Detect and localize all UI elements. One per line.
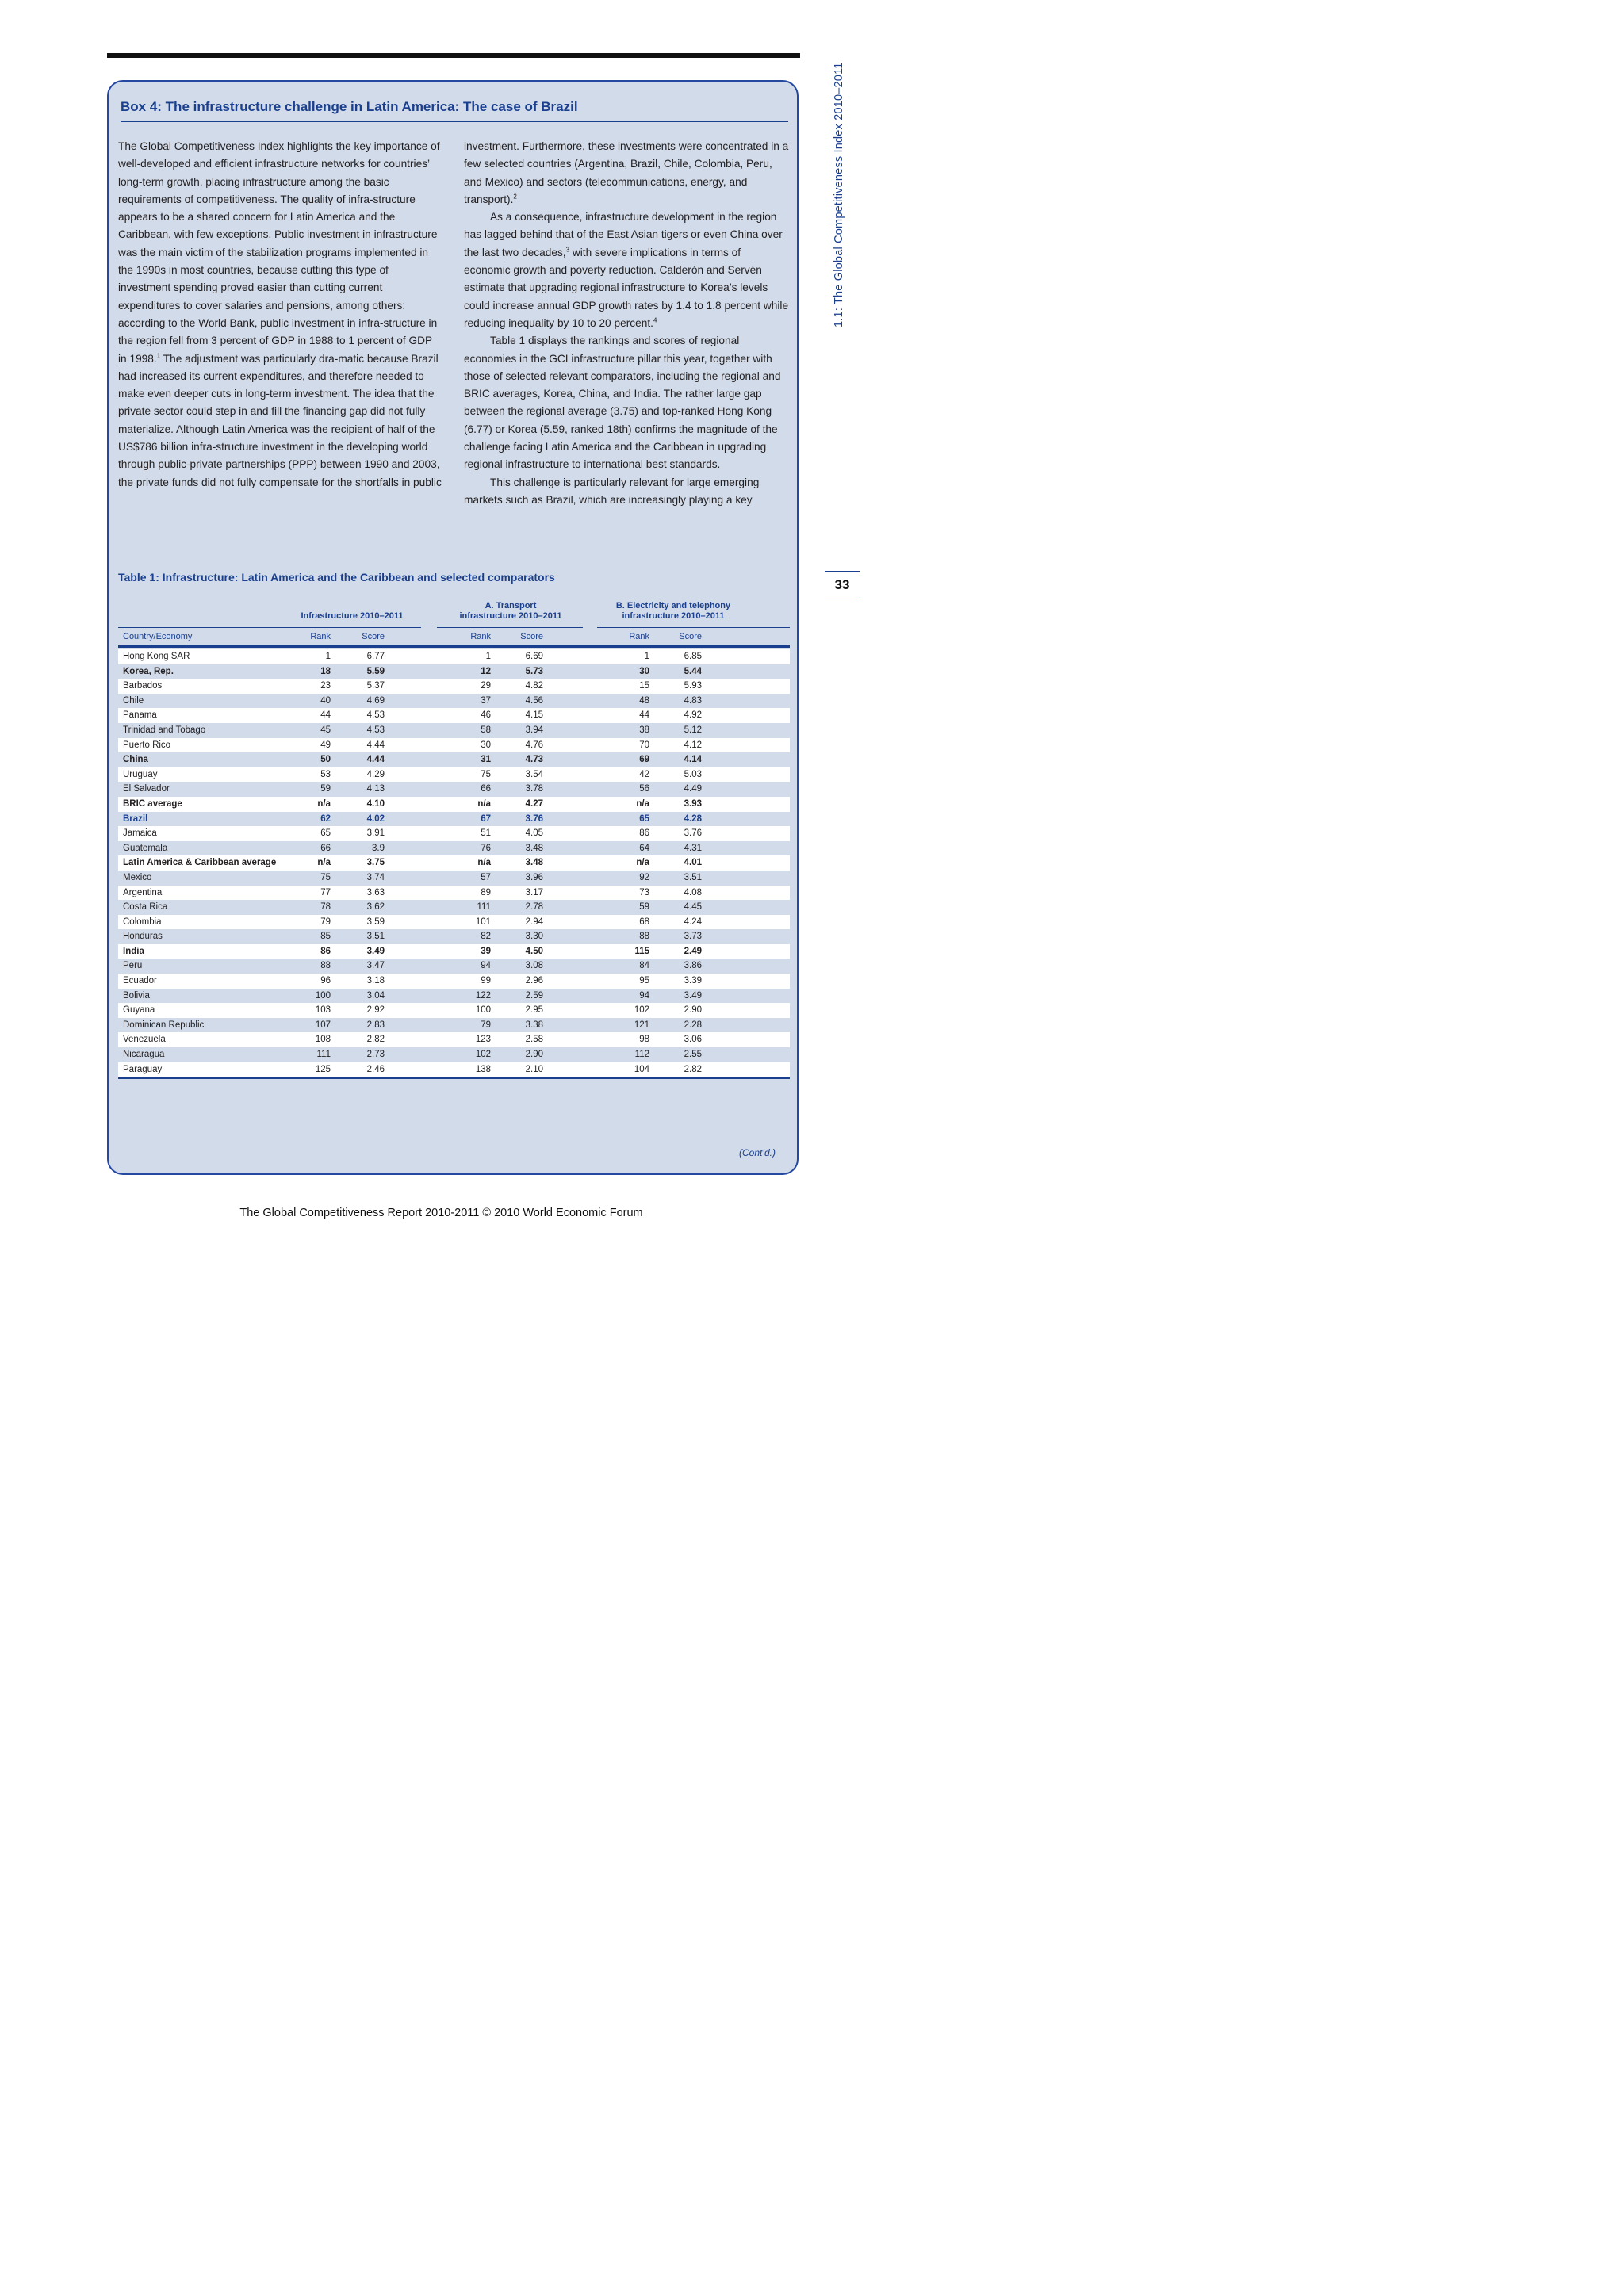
score-cell: 3.30: [525, 932, 543, 942]
rank-cell: 66: [320, 843, 331, 853]
score-cell: 2.46: [366, 1064, 385, 1074]
rank-cell: 107: [315, 1020, 331, 1030]
rank-cell: 98: [639, 1035, 649, 1045]
score-cell: 2.59: [525, 990, 543, 1001]
score-cell: 2.96: [525, 976, 543, 986]
group-header-electricity: [598, 601, 749, 622]
rank-cell: 67: [481, 813, 491, 824]
rank-cell: 40: [320, 695, 331, 706]
rank-cell: 84: [639, 961, 649, 971]
table-row: [118, 694, 790, 709]
score-cell: 4.53: [366, 725, 385, 735]
country-cell: Barbados: [123, 681, 163, 691]
score-cell: 2.78: [525, 902, 543, 913]
rank-cell: 38: [639, 725, 649, 735]
country-cell: Brazil: [123, 813, 148, 824]
country-cell: India: [123, 946, 144, 956]
score-cell: 3.74: [366, 872, 385, 882]
score-cell: 4.29: [366, 769, 385, 779]
rank-cell: 138: [475, 1064, 491, 1074]
score-cell: 3.94: [525, 725, 543, 735]
score-cell: 4.92: [684, 710, 702, 721]
left-text-column: [118, 138, 443, 492]
rank-cell: 125: [315, 1064, 331, 1074]
country-cell: Chile: [123, 695, 144, 706]
score-cell: 3.78: [525, 784, 543, 794]
rank-cell: 57: [481, 872, 491, 882]
rank-cell: 50: [320, 755, 331, 765]
score-cell: 2.90: [684, 1005, 702, 1016]
country-cell: Puerto Rico: [123, 740, 171, 750]
table-row: [118, 767, 790, 783]
score-cell: 4.14: [684, 755, 702, 765]
score-cell: 4.73: [525, 755, 543, 765]
rank-cell: 15: [639, 681, 649, 691]
rank-cell: 70: [639, 740, 649, 750]
score-cell: 5.93: [684, 681, 702, 691]
rank-cell: n/a: [636, 858, 649, 868]
score-cell: 3.93: [684, 798, 702, 809]
rank-cell: 18: [320, 666, 331, 676]
box-title: Box 4: The infrastructure challenge in Latin America: The case of Brazil: [121, 99, 788, 122]
score-cell: 3.54: [525, 769, 543, 779]
country-cell: Panama: [123, 710, 157, 721]
rank-cell: n/a: [317, 858, 331, 868]
header-thick-rule: [118, 645, 790, 648]
score-cell: 3.96: [525, 872, 543, 882]
rank-cell: 79: [320, 916, 331, 927]
table-row: [118, 708, 790, 723]
score-cell: 4.44: [366, 740, 385, 750]
country-cell: Honduras: [123, 932, 163, 942]
rank-cell: 45: [320, 725, 331, 735]
column-header-score: Score: [520, 632, 543, 641]
rank-cell: 39: [481, 946, 491, 956]
paragraph: This challenge is particularly relevant for large emerging markets such as Brazil, which are increasingly playing a key: [464, 476, 760, 506]
score-cell: 3.18: [366, 976, 385, 986]
rank-cell: 79: [481, 1020, 491, 1030]
score-cell: 3.06: [684, 1035, 702, 1045]
rank-cell: 121: [634, 1020, 649, 1030]
rank-cell: 30: [639, 666, 649, 676]
score-cell: 4.49: [684, 784, 702, 794]
running-section-title: 1.1: The Global Competitiveness Index 2010–2011: [833, 62, 845, 327]
score-cell: 4.76: [525, 740, 543, 750]
score-cell: 3.39: [684, 976, 702, 986]
score-cell: 3.75: [366, 858, 385, 868]
rank-cell: 111: [477, 902, 491, 913]
score-cell: 2.82: [684, 1064, 702, 1074]
score-cell: 5.03: [684, 769, 702, 779]
rank-cell: 65: [639, 813, 649, 824]
rank-cell: 62: [320, 813, 331, 824]
group-header-line: Infrastructure 2010–2011: [301, 611, 404, 621]
group-header-line: infrastructure 2010–2011: [459, 611, 562, 621]
score-cell: 2.10: [525, 1064, 543, 1074]
score-cell: 4.50: [525, 946, 543, 956]
rank-cell: 111: [316, 1050, 331, 1060]
score-cell: 2.94: [525, 916, 543, 927]
rank-cell: 95: [639, 976, 649, 986]
table-row: [118, 826, 790, 841]
score-cell: 3.63: [366, 887, 385, 897]
rank-cell: 42: [639, 769, 649, 779]
rank-cell: 76: [481, 843, 491, 853]
footnote-ref: 2: [513, 193, 517, 201]
rank-cell: 59: [320, 784, 331, 794]
country-cell: Trinidad and Tobago: [123, 725, 206, 735]
table-row: [118, 871, 790, 886]
rank-cell: 100: [475, 1005, 491, 1016]
country-cell: Ecuador: [123, 976, 157, 986]
score-cell: 2.49: [684, 946, 702, 956]
country-cell: Nicaragua: [123, 1050, 165, 1060]
score-cell: 2.55: [684, 1050, 702, 1060]
country-cell: Peru: [123, 961, 143, 971]
rank-cell: 108: [315, 1035, 331, 1045]
rank-cell: 75: [481, 769, 491, 779]
score-cell: 5.37: [366, 681, 385, 691]
rank-cell: 94: [639, 990, 649, 1001]
score-cell: 3.48: [525, 843, 543, 853]
score-cell: 3.49: [684, 990, 702, 1001]
rank-cell: 86: [320, 946, 331, 956]
rank-cell: 101: [475, 916, 491, 927]
rank-cell: 78: [320, 902, 331, 913]
score-cell: 3.48: [525, 858, 543, 868]
rank-cell: 100: [315, 990, 331, 1001]
column-header-rank: Rank: [629, 632, 649, 641]
score-cell: 6.77: [366, 652, 385, 661]
rank-cell: 65: [320, 828, 331, 839]
country-cell: Paraguay: [123, 1064, 163, 1074]
score-cell: 2.58: [525, 1035, 543, 1045]
score-cell: 4.82: [525, 681, 543, 691]
score-cell: 3.51: [684, 872, 702, 882]
score-cell: 3.59: [366, 916, 385, 927]
table-row: [118, 797, 790, 812]
rank-cell: 66: [481, 784, 491, 794]
score-cell: 2.73: [366, 1050, 385, 1060]
table-row: [118, 738, 790, 753]
table-body: [118, 649, 790, 1077]
score-cell: 4.45: [684, 902, 702, 913]
rank-cell: 85: [320, 932, 331, 942]
score-cell: 3.86: [684, 961, 702, 971]
rank-cell: 53: [320, 769, 331, 779]
score-cell: 4.08: [684, 887, 702, 897]
rank-cell: 96: [320, 976, 331, 986]
table-row: [118, 752, 790, 767]
table-row: [118, 841, 790, 856]
footnote-ref: 1: [156, 352, 161, 359]
country-cell: Korea, Rep.: [123, 666, 174, 676]
header-divider: [597, 627, 790, 628]
score-cell: 3.04: [366, 990, 385, 1001]
table-row: [118, 679, 790, 694]
rank-cell: 88: [320, 961, 331, 971]
score-cell: 5.44: [684, 666, 702, 676]
score-cell: 4.10: [366, 798, 385, 809]
score-cell: 3.91: [366, 828, 385, 839]
rank-cell: 56: [639, 784, 649, 794]
score-cell: 3.62: [366, 902, 385, 913]
paragraph-text: As a consequence, infrastructure development in the region has lagged behind that of the East Asian tigers or even China over the last two decades,: [464, 211, 783, 258]
rank-cell: 12: [481, 666, 491, 676]
table-row: [118, 900, 790, 915]
rank-cell: 69: [639, 755, 649, 765]
score-cell: 3.9: [372, 843, 385, 853]
score-cell: 4.53: [366, 710, 385, 721]
table-row: [118, 1062, 790, 1077]
score-cell: 4.31: [684, 843, 702, 853]
country-cell: Hong Kong SAR: [123, 652, 190, 661]
score-cell: 5.59: [366, 666, 385, 676]
country-cell: Bolivia: [123, 990, 150, 1001]
table-bottom-rule: [118, 1077, 790, 1079]
header-divider: [118, 627, 421, 628]
score-cell: 2.82: [366, 1035, 385, 1045]
page-footer: The Global Competitiveness Report 2010-2011 © 2010 World Economic Forum: [239, 1207, 643, 1219]
group-header-transport: [447, 601, 574, 622]
rank-cell: 46: [481, 710, 491, 721]
table-row: [118, 974, 790, 989]
score-cell: 2.95: [525, 1005, 543, 1016]
column-header-score: Score: [362, 632, 385, 641]
paragraph-text: The Global Competitiveness Index highlights the key importance of well-developed and efficient infrastructure networks for countries’ long-term growth, placing infrastructure among the basic requirements of competitiveness. The quality of infra-structure appears to be a shared concern for Latin America and the Caribbean, with few exceptions. Public investment in infrastructure was the main victim of the stabilization programs implemented in the 1990s in most countries, because cutting this type of investment spending proved easier than cutting current expenditures to cover salaries and pensions, among others: according to the World Bank, public investment in infra-structure in the region fell from 3 percent of GDP in 1988 to 1 percent of GDP in 1998.: [118, 140, 440, 365]
rank-cell: 82: [481, 932, 491, 942]
column-header-rank: Rank: [310, 632, 331, 641]
table-row: [118, 649, 790, 664]
table-row: [118, 1047, 790, 1062]
country-cell: China: [123, 755, 148, 765]
score-cell: 4.28: [684, 813, 702, 824]
group-header-line: A. Transport: [485, 601, 537, 610]
rank-cell: 37: [481, 695, 491, 706]
rank-cell: 115: [634, 946, 649, 956]
score-cell: 4.15: [525, 710, 543, 721]
table-row: [118, 989, 790, 1004]
score-cell: 4.02: [366, 813, 385, 824]
score-cell: 6.85: [684, 652, 702, 661]
rank-cell: 48: [639, 695, 649, 706]
table-row: [118, 1003, 790, 1018]
rank-cell: 30: [481, 740, 491, 750]
table-row: [118, 1018, 790, 1033]
rank-cell: 86: [639, 828, 649, 839]
score-cell: 4.56: [525, 695, 543, 706]
score-cell: 3.08: [525, 961, 543, 971]
country-cell: Colombia: [123, 916, 162, 927]
group-header-line: [293, 601, 412, 611]
table-row: [118, 782, 790, 797]
rank-cell: 88: [639, 932, 649, 942]
table-row: [118, 723, 790, 738]
score-cell: 3.76: [684, 828, 702, 839]
score-cell: 4.01: [684, 858, 702, 868]
rank-cell: 77: [320, 887, 331, 897]
country-cell: Costa Rica: [123, 902, 168, 913]
rank-cell: 49: [320, 740, 331, 750]
table-row: [118, 886, 790, 901]
score-cell: 3.76: [525, 813, 543, 824]
country-cell: BRIC average: [123, 798, 182, 809]
table-row: [118, 664, 790, 679]
rank-cell: 44: [320, 710, 331, 721]
paragraph: [464, 138, 789, 209]
footnote-ref: 3: [565, 246, 570, 254]
rank-cell: 94: [481, 961, 491, 971]
infrastructure-box: [107, 80, 799, 1175]
rank-cell: 92: [639, 872, 649, 882]
score-cell: 2.28: [684, 1020, 702, 1030]
rank-cell: 89: [481, 887, 491, 897]
score-cell: 3.51: [366, 932, 385, 942]
footnote-ref: 4: [653, 316, 657, 324]
table-row: [118, 959, 790, 974]
country-cell: Dominican Republic: [123, 1020, 205, 1030]
continued-note: (Cont’d.): [739, 1147, 776, 1158]
score-cell: 5.12: [684, 725, 702, 735]
page-number: 33: [825, 571, 860, 599]
rank-cell: n/a: [317, 798, 331, 809]
rank-cell: 44: [639, 710, 649, 721]
rank-cell: 103: [315, 1005, 331, 1016]
country-cell: Latin America & Caribbean average: [123, 858, 277, 868]
header-divider: [437, 627, 583, 628]
right-text-column: [464, 138, 789, 509]
rank-cell: 104: [634, 1064, 649, 1074]
table-title: Table 1: Infrastructure: Latin America and the Caribbean and selected comparators: [118, 571, 555, 584]
rank-cell: n/a: [636, 798, 649, 809]
table-row: [118, 944, 790, 959]
group-header-line: B. Electricity and telephony: [615, 601, 731, 610]
rank-cell: 31: [481, 755, 491, 765]
group-header-line: infrastructure 2010–2011: [622, 611, 725, 621]
score-cell: 4.27: [525, 798, 543, 809]
score-cell: 3.17: [525, 887, 543, 897]
country-cell: Mexico: [123, 872, 152, 882]
rank-cell: 122: [475, 990, 491, 1001]
rank-cell: 73: [639, 887, 649, 897]
score-cell: 4.83: [684, 695, 702, 706]
table-row: [118, 915, 790, 930]
country-cell: Guatemala: [123, 843, 168, 853]
rank-cell: 1: [485, 652, 491, 661]
column-header-rank: Rank: [470, 632, 491, 641]
paragraph: Table 1 displays the rankings and scores of regional economies in the GCI infrastructure pillar this year, together with those of selected relevant comparators, including the regional and BRIC averages, Korea, China, and India. The rather large gap between the regional average (3.75) and top-ranked Hong Kong (6.77) or Korea (5.59, ranked 18th) confirms the magnitude of the challenge facing Latin America and the Caribbean in upgrading regional infrastructure to international best standards.: [464, 335, 781, 471]
rank-cell: n/a: [477, 798, 491, 809]
paragraph-text: investment. Furthermore, these investments were concentrated in a few selected countries (Argentina, Brazil, Chile, Colombia, Peru, and Mexico) and sectors (telecommunications, energy, and transport).: [464, 140, 789, 205]
score-cell: 4.05: [525, 828, 543, 839]
score-cell: 2.90: [525, 1050, 543, 1060]
rank-cell: 68: [639, 916, 649, 927]
score-cell: 4.12: [684, 740, 702, 750]
rank-cell: 29: [481, 681, 491, 691]
country-cell: Venezuela: [123, 1035, 166, 1045]
paragraph-text: with severe implications in terms of economic growth and poverty reduction. Calderón and Servén estimate that upgrading regional infrastructure to Korea’s levels could increase annual GDP growth rates by 1.4 to 1.8 percent while reducing inequality by 10 to 20 percent.: [464, 246, 789, 329]
column-headers: [118, 632, 790, 644]
score-cell: 4.44: [366, 755, 385, 765]
rank-cell: 112: [634, 1050, 649, 1060]
rank-cell: 23: [320, 681, 331, 691]
rank-cell: 102: [634, 1005, 649, 1016]
score-cell: 4.24: [684, 916, 702, 927]
country-cell: Guyana: [123, 1005, 155, 1016]
table-row: [118, 812, 790, 827]
paragraph: [464, 209, 789, 332]
group-header-infrastructure: [293, 601, 412, 622]
rank-cell: 1: [644, 652, 649, 661]
score-cell: 3.38: [525, 1020, 543, 1030]
rank-cell: 51: [481, 828, 491, 839]
country-cell: El Salvador: [123, 784, 170, 794]
country-cell: Argentina: [123, 887, 163, 897]
score-cell: 4.13: [366, 784, 385, 794]
rank-cell: 123: [475, 1035, 491, 1045]
score-cell: 3.73: [684, 932, 702, 942]
rank-cell: 99: [481, 976, 491, 986]
score-cell: 4.69: [366, 695, 385, 706]
table-row: [118, 855, 790, 871]
score-cell: 5.73: [525, 666, 543, 676]
table-row: [118, 1032, 790, 1047]
score-cell: 2.92: [366, 1005, 385, 1016]
rank-cell: 64: [639, 843, 649, 853]
column-header-country: Country/Economy: [123, 632, 193, 641]
rank-cell: 102: [475, 1050, 491, 1060]
country-cell: Jamaica: [123, 828, 157, 839]
column-header-score: Score: [679, 632, 702, 641]
rank-cell: n/a: [477, 858, 491, 868]
top-rule: [107, 53, 800, 58]
score-cell: 2.83: [366, 1020, 385, 1030]
rank-cell: 75: [320, 872, 331, 882]
rank-cell: 1: [325, 652, 331, 661]
rank-cell: 59: [639, 902, 649, 913]
score-cell: 6.69: [525, 652, 543, 661]
paragraph-text: The adjustment was particularly dra-matic because Brazil had increased its current expenditures, and therefore needed to make even deeper cuts in long-term investment. The idea that the private sector could step in and fill the financing gap did not fully materialize. Although Latin America was the recipient of half of the US$786 billion infra-structure investment in the developing world through public-private partnerships (PPP) between 1990 and 2003, the private funds did not fully compensate for the shortfalls in public: [118, 352, 442, 488]
table-row: [118, 929, 790, 944]
paragraph: [118, 138, 443, 492]
score-cell: 3.47: [366, 961, 385, 971]
country-cell: Uruguay: [123, 769, 158, 779]
score-cell: 3.49: [366, 946, 385, 956]
rank-cell: 58: [481, 725, 491, 735]
